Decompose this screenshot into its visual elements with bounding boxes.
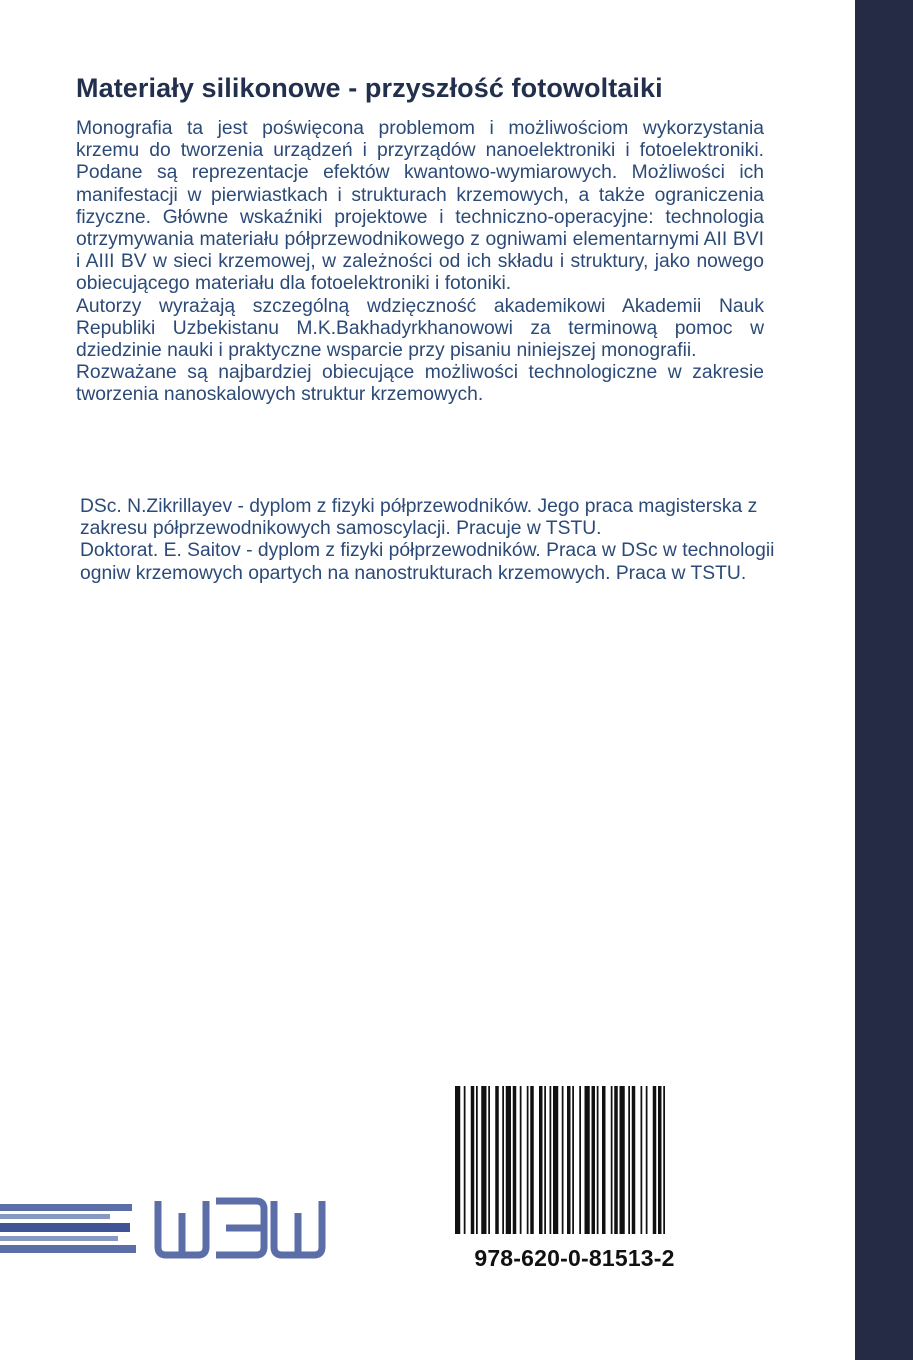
barcode-bar xyxy=(658,1086,662,1234)
barcode-bar xyxy=(455,1086,460,1234)
barcode-bar xyxy=(506,1086,511,1234)
barcode xyxy=(453,1086,696,1276)
barcode-bar xyxy=(602,1086,606,1234)
author-bio-paragraph: Doktorat. E. Saitov - dyplom z fizyki półprzewodników. Praca w DSc w technologii ogniw krzemowych opartych na nanostrukturach krzemowych. Praca w TSTU. xyxy=(80,540,775,584)
description-paragraph: Autorzy wyrażają szczególną wdzięczność akademikowi Akademii Nauk Republiki Uzbekistanu M.K.Bakhadyrkhanowowi za terminową pomoc w dziedzinie nauki i praktyczne wsparcie przy pisaniu niniejszej monografii. xyxy=(76,295,764,362)
barcode-bar xyxy=(579,1086,581,1234)
isbn-number: 978-620-0-81513-2 xyxy=(474,1245,675,1271)
barcode-bar xyxy=(592,1086,596,1234)
barcode-bar xyxy=(632,1086,636,1234)
barcode-bar xyxy=(471,1086,475,1234)
book-title: Materiały silikonowe - przyszłość fotowoltaiki xyxy=(76,73,663,103)
barcode-bar xyxy=(628,1086,630,1234)
barcode-bar xyxy=(513,1086,517,1234)
book-description xyxy=(76,118,764,407)
barcode-bar xyxy=(641,1086,643,1234)
barcode-bar xyxy=(550,1086,552,1234)
barcode-bar xyxy=(488,1086,490,1234)
barcode-bar xyxy=(553,1086,558,1234)
barcode-bars xyxy=(453,1086,696,1236)
barcode-bar xyxy=(544,1086,546,1234)
description-paragraph: Rozważane są najbardziej obiecujące możliwości technologiczne w zakresie tworzenia nanoskalowych struktur krzemowych. xyxy=(76,362,764,406)
barcode-bar xyxy=(620,1086,625,1234)
barcode-bar xyxy=(567,1086,571,1234)
barcode-bar xyxy=(585,1086,590,1234)
barcode-bar xyxy=(530,1086,534,1234)
author-bio-paragraph: DSc. N.Zikrillayev - dyplom z fizyki półprzewodników. Jego praca magisterska z zakresu półprzewodnikowych samoscylacji. Pracuje w TSTU. xyxy=(80,496,758,540)
barcode-bar xyxy=(572,1086,574,1234)
description-paragraph: Monografia ta jest poświęcona problemom i możliwościom wykorzystania krzemu do tworzenia urządzeń i przyrządów nanoelektroniki i fotoelektroniki. Podane są reprezentacje efektów kwantowo-wymiarowych. Możliwości ich manifestacji w pierwiastkach i strukturach krzemowych, a także ograniczenia fizyczne. Główne wskaźniki projektowe i techniczno-operacyjne: technologia otrzymywania materiału półprzewodnikowego z ogniwami elementarnymi AII BVI i AIII BV w sieci krzemowej, w zależności od ich składu i struktury, jako nowego obiecującego materiału dla fotoelektroniki i fotoniki. xyxy=(76,118,764,295)
book-spine xyxy=(855,0,913,1360)
barcode-bar xyxy=(520,1086,522,1234)
barcode-bar xyxy=(597,1086,599,1234)
barcode-bar xyxy=(476,1086,478,1234)
barcode-bar xyxy=(653,1086,657,1234)
barcode-bar xyxy=(495,1086,499,1234)
barcode-bar xyxy=(539,1086,543,1234)
author-bio xyxy=(80,496,780,585)
barcode-bar xyxy=(663,1086,665,1234)
publisher-logo-stripes xyxy=(0,1204,140,1256)
barcode-bar xyxy=(614,1086,618,1234)
barcode-bar xyxy=(502,1086,504,1234)
publisher-logo-icon xyxy=(152,1195,327,1261)
barcode-bar xyxy=(562,1086,564,1234)
barcode-bar xyxy=(527,1086,529,1234)
barcode-bar xyxy=(646,1086,648,1234)
barcode-bar xyxy=(611,1086,613,1234)
barcode-bar xyxy=(481,1086,486,1234)
barcode-bar xyxy=(464,1086,466,1234)
